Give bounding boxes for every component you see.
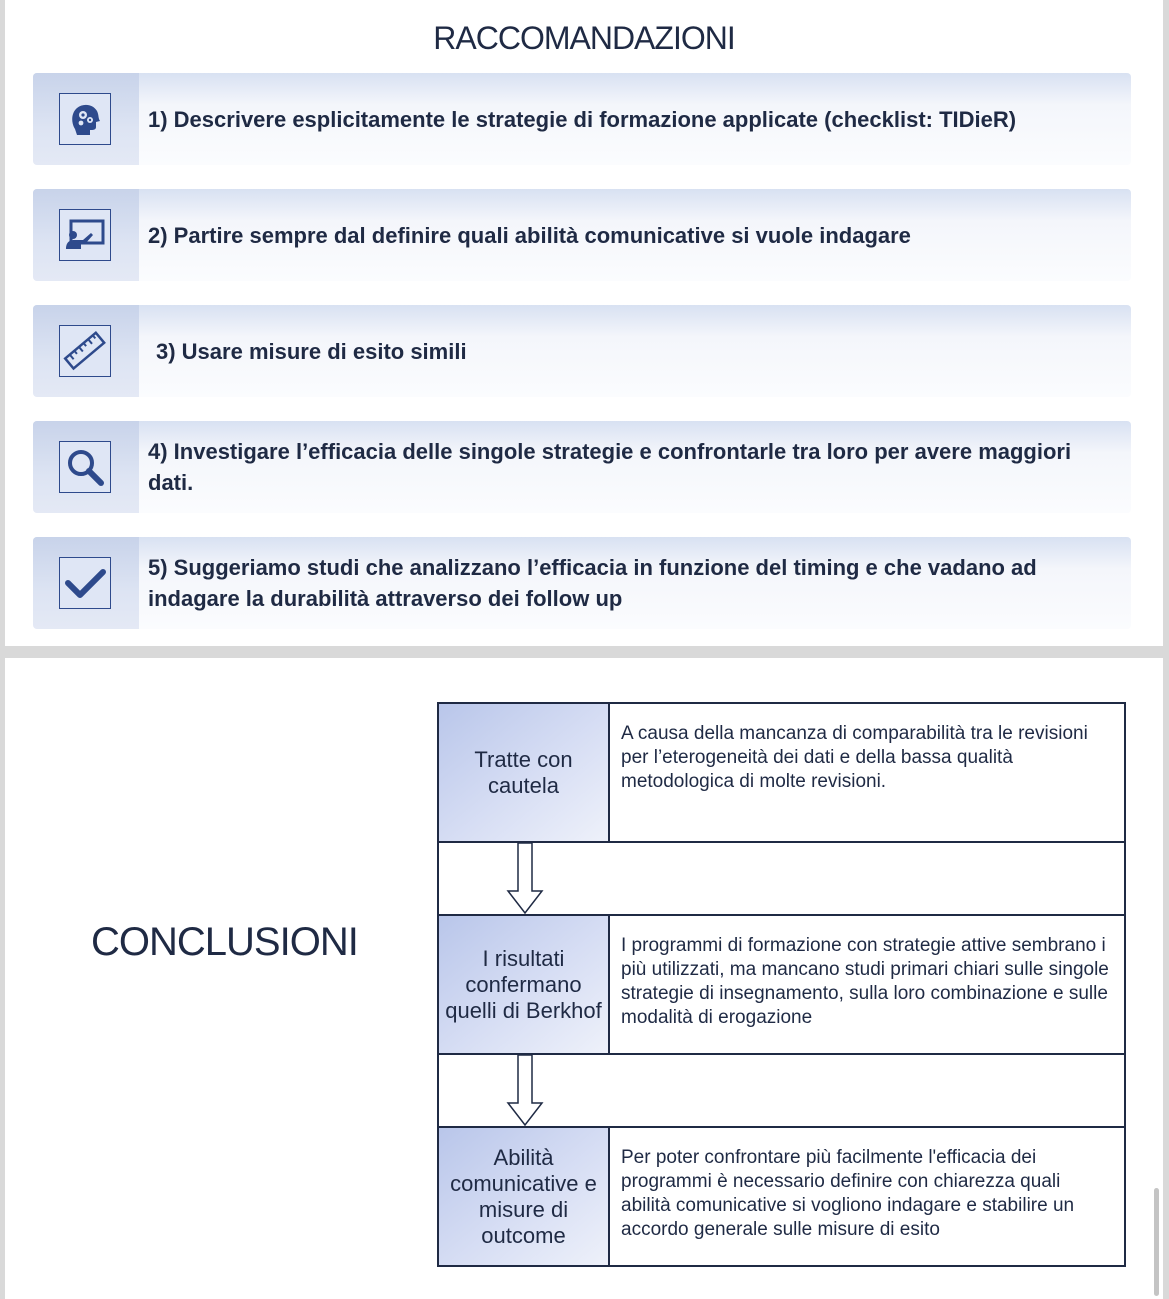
down-arrow-icon [506, 1055, 544, 1126]
recommendation-item [33, 189, 1131, 281]
flow-label: I risultati confermano quelli di Berkhof [439, 916, 610, 1053]
recommendation-item [33, 421, 1131, 513]
recommendation-text: 5) Suggeriamo studi che analizzano l’efficacia in funzione del timing e che vadano ad indagare la durabilità attraverso dei follow up [148, 555, 1037, 611]
recommendation-item [33, 537, 1131, 629]
flow-row [439, 1126, 1124, 1265]
head-gears-icon [59, 93, 111, 145]
recommendation-item [33, 305, 1131, 397]
recommendation-text: 4) Investigare l’efficacia delle singole strategie e confrontarle tra loro per avere maggiori dati. [148, 439, 1072, 495]
checkmark-icon [59, 557, 111, 609]
slide-title: RACCOMANDAZIONI [433, 20, 735, 56]
flow-label: Tratte con cautela [439, 704, 610, 841]
flow-description: Per poter confrontare più facilmente l'efficacia dei programmi è necessario definire con chiarezza quali abilità comunicative si vogliono indagare e stabilire un accordo generale sulle misure di esito [621, 1147, 1075, 1240]
ruler-icon [59, 325, 111, 377]
down-arrow-icon [506, 843, 544, 914]
scrollbar[interactable] [1154, 1188, 1159, 1296]
slide-conclusioni [5, 658, 1163, 1299]
conclusions-flowchart [437, 702, 1126, 1267]
recommendation-text: 3) Usare misure di esito simili [156, 338, 467, 364]
flow-description: I programmi di formazione con strategie attive sembrano i più utilizzati, ma mancano studi primari chiari sulle singole strategie di insegnamento, sulla loro combinazione e sulle modalità di erogazione [621, 935, 1109, 1028]
slide-raccomandazioni [5, 0, 1163, 646]
recommendation-item [33, 73, 1131, 165]
flow-label: Abilità comunicative e misure di outcome [439, 1128, 610, 1265]
flow-row [439, 914, 1124, 1055]
flow-description: A causa della mancanza di comparabilità tra le revisioni per l’eterogeneità dei dati e della bassa qualità metodologica di molte revisioni. [621, 723, 1088, 792]
flow-row [439, 704, 1124, 843]
magnifier-icon [59, 441, 111, 493]
slide-title: CONCLUSIONI [91, 920, 358, 964]
presentation-board-icon [59, 209, 111, 261]
recommendation-text: 1) Descrivere esplicitamente le strategie di formazione applicate (checklist: TIDieR) [148, 106, 1017, 132]
recommendation-text: 2) Partire sempre dal definire quali abilità comunicative si vuole indagare [148, 222, 911, 248]
